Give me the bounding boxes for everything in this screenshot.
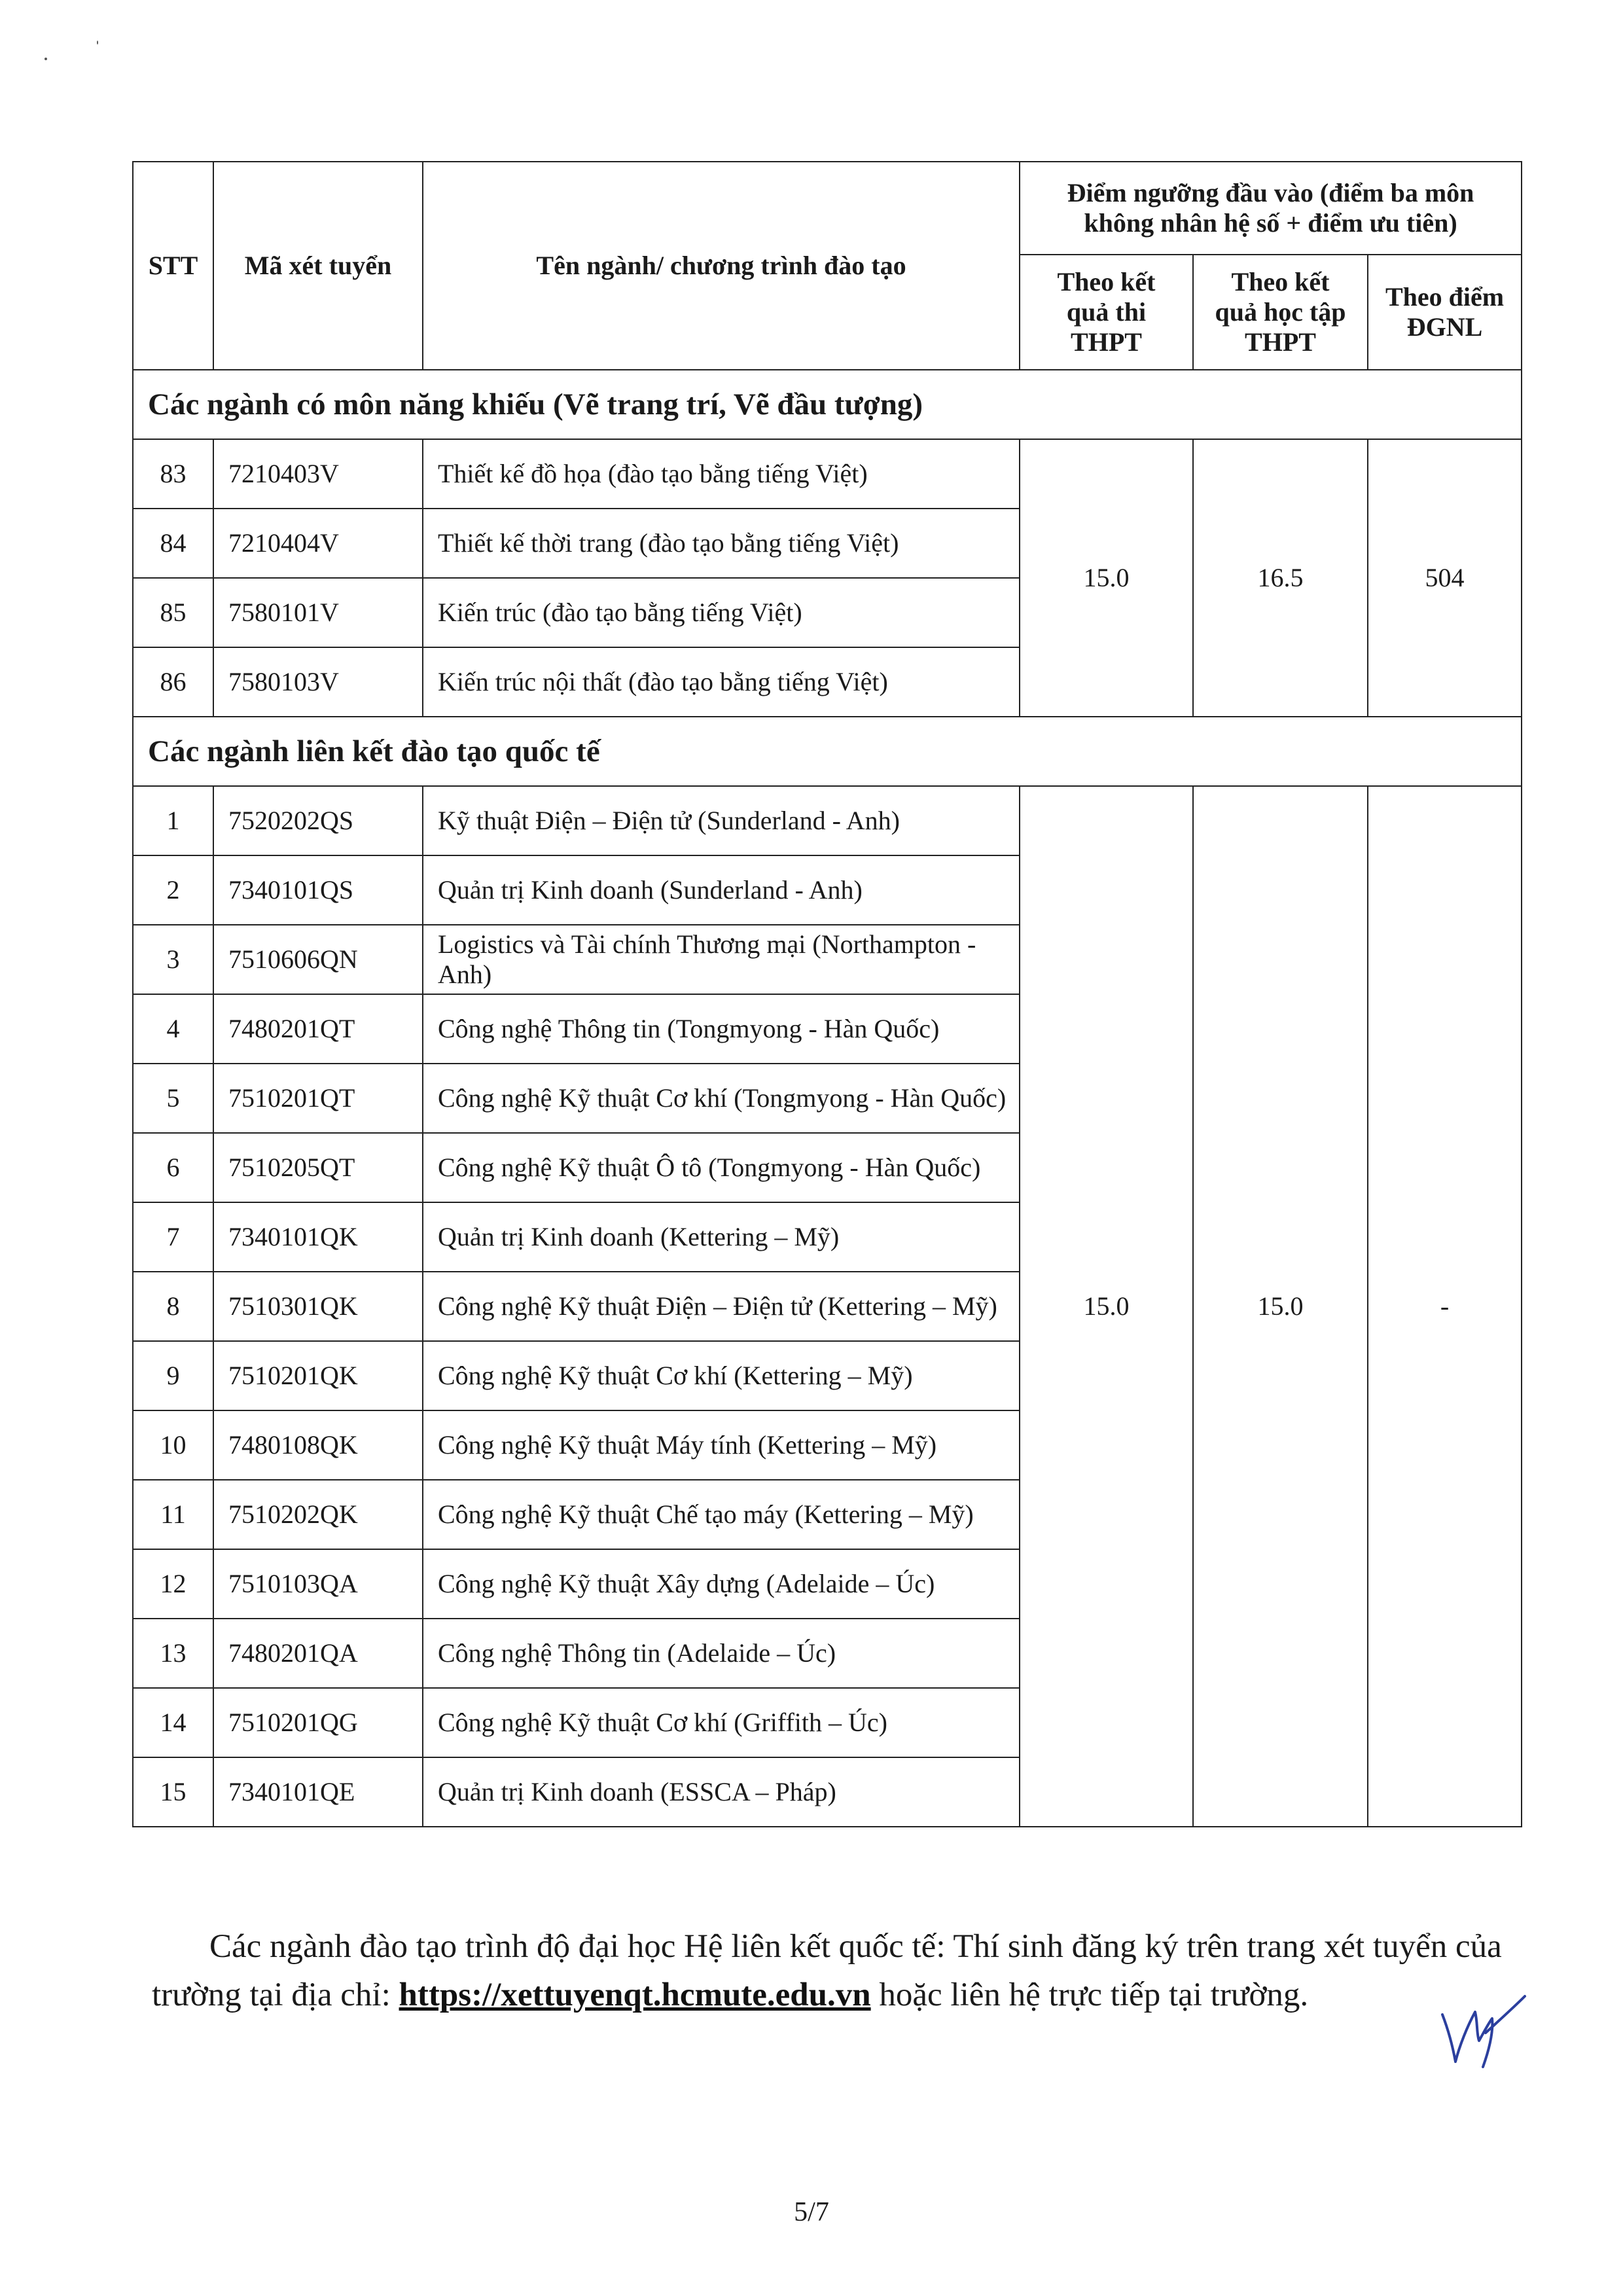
- cell-score-dgnl: -: [1368, 786, 1522, 1827]
- cell-code: 7340101QS: [213, 855, 423, 925]
- cell-code: 7580103V: [213, 647, 423, 717]
- cell-score-thpt-record: 15.0: [1193, 786, 1368, 1827]
- cell-name: Quản trị Kinh doanh (Kettering – Mỹ): [423, 1202, 1020, 1272]
- cell-stt: 9: [133, 1341, 213, 1410]
- table-row: [133, 786, 1522, 855]
- cell-stt: 84: [133, 509, 213, 578]
- section-row: [133, 370, 1522, 439]
- cell-stt: 7: [133, 1202, 213, 1272]
- registration-note: [152, 1922, 1526, 2019]
- note-text-after: hoặc liên hệ trực tiếp tại trường.: [870, 1977, 1309, 2013]
- cell-code: 7510103QA: [213, 1549, 423, 1619]
- cell-name: Công nghệ Kỹ thuật Cơ khí (Kettering – Mỹ): [423, 1341, 1020, 1410]
- cell-stt: 83: [133, 439, 213, 509]
- cell-code: 7510201QT: [213, 1064, 423, 1133]
- cell-name: Công nghệ Kỹ thuật Xây dựng (Adelaide – Úc): [423, 1549, 1020, 1619]
- cell-code: 7340101QE: [213, 1757, 423, 1827]
- header-stt: STT: [133, 162, 213, 370]
- cell-stt: 3: [133, 925, 213, 994]
- cell-code: 7520202QS: [213, 786, 423, 855]
- cell-stt: 1: [133, 786, 213, 855]
- scan-speck: [45, 58, 47, 60]
- cell-score-thpt-record: 16.5: [1193, 439, 1368, 717]
- cell-name: Kỹ thuật Điện – Điện tử (Sunderland - Anh): [423, 786, 1020, 855]
- cell-name: Công nghệ Kỹ thuật Cơ khí (Griffith – Úc): [423, 1688, 1020, 1757]
- header-thpt-exam: Theo kết quả thi THPT: [1020, 255, 1193, 370]
- cell-stt: 11: [133, 1480, 213, 1549]
- page-number: 5/7: [794, 2197, 829, 2227]
- cell-code: 7340101QK: [213, 1202, 423, 1272]
- cell-stt: 6: [133, 1133, 213, 1202]
- cell-code: 7510201QK: [213, 1341, 423, 1410]
- cell-stt: 12: [133, 1549, 213, 1619]
- admission-threshold-table: [132, 161, 1522, 1827]
- header-code: Mã xét tuyển: [213, 162, 423, 370]
- cell-code: 7510301QK: [213, 1272, 423, 1341]
- cell-name: Thiết kế thời trang (đào tạo bằng tiếng Việt): [423, 509, 1020, 578]
- cell-name: Công nghệ Kỹ thuật Máy tính (Kettering – Mỹ): [423, 1410, 1020, 1480]
- cell-name: Công nghệ Thông tin (Tongmyong - Hàn Quốc): [423, 994, 1020, 1064]
- cell-code: 7480108QK: [213, 1410, 423, 1480]
- cell-code: 7510205QT: [213, 1133, 423, 1202]
- cell-stt: 2: [133, 855, 213, 925]
- section-row: [133, 717, 1522, 786]
- cell-name: Công nghệ Kỹ thuật Ô tô (Tongmyong - Hàn Quốc): [423, 1133, 1020, 1202]
- cell-stt: 5: [133, 1064, 213, 1133]
- cell-code: 7510201QG: [213, 1688, 423, 1757]
- cell-name: Quản trị Kinh doanh (ESSCA – Pháp): [423, 1757, 1020, 1827]
- scan-speck: [97, 41, 98, 45]
- cell-code: 7510202QK: [213, 1480, 423, 1549]
- cell-stt: 4: [133, 994, 213, 1064]
- section-title: Các ngành có môn năng khiếu (Vẽ trang trí, Vẽ đầu tượng): [133, 370, 1522, 439]
- section-title: Các ngành liên kết đào tạo quốc tế: [133, 717, 1522, 786]
- cell-code: 7210403V: [213, 439, 423, 509]
- cell-stt: 85: [133, 578, 213, 647]
- cell-name: Công nghệ Kỹ thuật Chế tạo máy (Kettering – Mỹ): [423, 1480, 1020, 1549]
- cell-code: 7210404V: [213, 509, 423, 578]
- cell-name: Công nghệ Kỹ thuật Cơ khí (Tongmyong - Hàn Quốc): [423, 1064, 1020, 1133]
- cell-name: Công nghệ Kỹ thuật Điện – Điện tử (Kettering – Mỹ): [423, 1272, 1020, 1341]
- cell-stt: 8: [133, 1272, 213, 1341]
- table-row: [133, 439, 1522, 509]
- header-name: Tên ngành/ chương trình đào tạo: [423, 162, 1020, 370]
- cell-code: 7510606QN: [213, 925, 423, 994]
- initials-signature: [1437, 1992, 1529, 2071]
- cell-stt: 14: [133, 1688, 213, 1757]
- cell-stt: 13: [133, 1619, 213, 1688]
- cell-name: Kiến trúc (đào tạo bằng tiếng Việt): [423, 578, 1020, 647]
- cell-stt: 86: [133, 647, 213, 717]
- cell-code: 7480201QA: [213, 1619, 423, 1688]
- header-dgnl: Theo điểm ĐGNL: [1368, 255, 1522, 370]
- registration-link[interactable]: https://xettuyenqt.hcmute.edu.vn: [399, 1977, 871, 2013]
- cell-code: 7480201QT: [213, 994, 423, 1064]
- cell-score-thpt-exam: 15.0: [1020, 439, 1193, 717]
- header-thpt-record: Theo kết quả học tập THPT: [1193, 255, 1368, 370]
- cell-score-dgnl: 504: [1368, 439, 1522, 717]
- cell-name: Logistics và Tài chính Thương mại (Northampton - Anh): [423, 925, 1020, 994]
- header-row: [133, 162, 1522, 255]
- cell-code: 7580101V: [213, 578, 423, 647]
- note-text-before: Các ngành đào tạo trình độ đại học Hệ liên kết quốc tế: Thí sinh đăng ký trên trang xét tuyển của trường tại địa chỉ:: [152, 1928, 1502, 2013]
- cell-score-thpt-exam: 15.0: [1020, 786, 1193, 1827]
- cell-name: Thiết kế đồ họa (đào tạo bằng tiếng Việt): [423, 439, 1020, 509]
- cell-name: Kiến trúc nội thất (đào tạo bằng tiếng Việt): [423, 647, 1020, 717]
- cell-name: Quản trị Kinh doanh (Sunderland - Anh): [423, 855, 1020, 925]
- header-threshold: Điểm ngưỡng đầu vào (điểm ba môn không nhân hệ số + điểm ưu tiên): [1020, 162, 1522, 255]
- cell-stt: 10: [133, 1410, 213, 1480]
- cell-stt: 15: [133, 1757, 213, 1827]
- cell-name: Công nghệ Thông tin (Adelaide – Úc): [423, 1619, 1020, 1688]
